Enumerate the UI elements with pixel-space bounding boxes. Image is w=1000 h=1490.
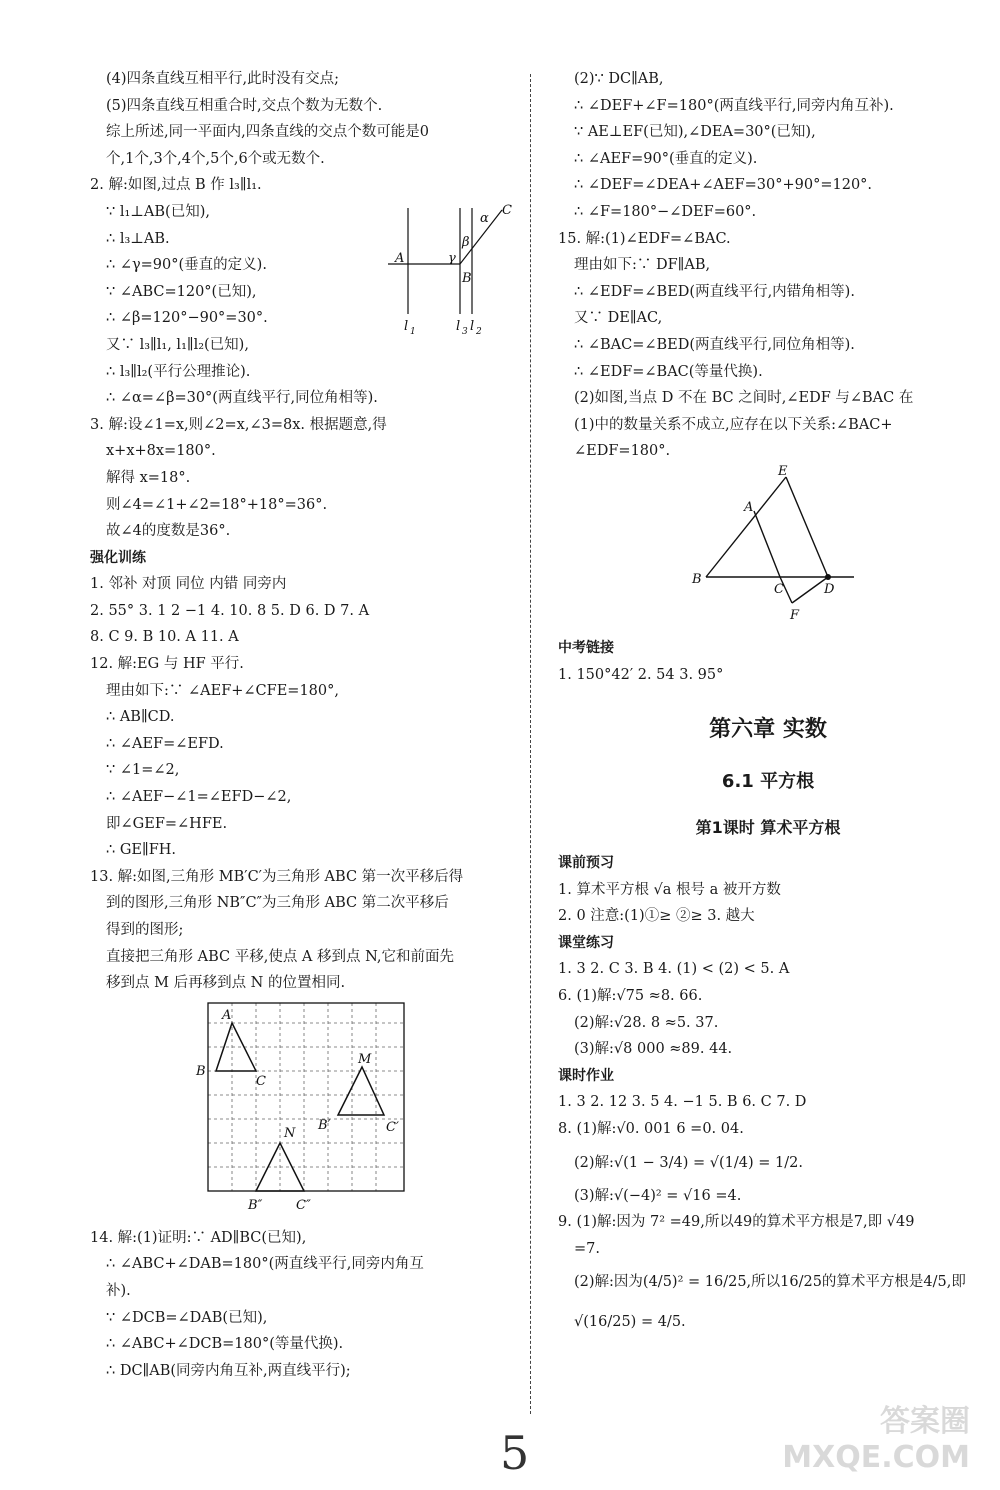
- text-line: x+x+8x=180°.: [106, 443, 216, 460]
- text-line: 理由如下:∵ DF∥AB,: [574, 257, 711, 274]
- svg-text:γ: γ: [448, 251, 456, 266]
- text-line: ∴ ∠ABC+∠DCB=180°(等量代换).: [106, 1336, 344, 1353]
- text-line: ∴ ∠γ=90°(垂直的定义).: [106, 257, 267, 274]
- column-divider: [530, 74, 531, 1414]
- text-line: 综上所述,同一平面内,四条直线的交点个数可能是0: [106, 124, 429, 141]
- figure-triangle-wrap: [558, 465, 978, 635]
- svg-text:A: A: [395, 251, 405, 266]
- svg-text:M: M: [358, 1051, 372, 1067]
- text-line: ∵ ∠DCB=∠DAB(已知),: [106, 1309, 268, 1326]
- svg-text:l: l: [404, 319, 409, 334]
- text-line: ∴ l₃∥l₂(平行公理推论).: [106, 363, 251, 380]
- text-line: 又∵ DE∥AC,: [574, 310, 663, 327]
- text-line: (2)∵ DC∥AB,: [574, 71, 664, 87]
- figure-grid-wrap: [90, 997, 510, 1225]
- svg-text:C: C: [774, 581, 784, 597]
- text-line: 故∠4的度数是36°.: [106, 523, 231, 540]
- left-text-block-2: [90, 1225, 510, 1385]
- svg-text:E: E: [778, 463, 788, 479]
- text-line: ∴ DC∥AB(同旁内角互补,两直线平行);: [106, 1362, 351, 1379]
- figure-parallel-lines: [382, 202, 522, 342]
- right-text-block-2: [558, 635, 978, 688]
- text-line: 2. 55° 3. 1 2 −1 4. 10. 8 5. D 6. D 7. A: [90, 602, 370, 619]
- text-line: =7.: [574, 1240, 600, 1257]
- text-line: 3. 解:设∠1=x,则∠2=x,∠3=8x. 根据题意,得: [90, 416, 387, 433]
- section-heading: 中考链接: [558, 639, 614, 656]
- svg-text:A: A: [222, 1007, 232, 1023]
- svg-text:1: 1: [410, 327, 416, 337]
- text-line: (2)如图,当点 D 不在 BC 之间时,∠EDF 与∠BAC 在: [574, 390, 914, 407]
- section-heading: 课堂练习: [558, 934, 614, 951]
- text-line: ∠EDF=180°.: [574, 443, 671, 460]
- svg-text:α: α: [480, 211, 489, 226]
- svg-text:A: A: [744, 499, 754, 515]
- text-line: ∵ ∠1=∠2,: [106, 762, 180, 779]
- svg-text:B″: B″: [248, 1197, 263, 1213]
- text-line: 1. 3 2. C 3. B 4. (1) < (2) < 5. A: [558, 961, 790, 978]
- text-line: 移到点 M 后再移到点 N 的位置相同.: [106, 975, 346, 992]
- text-line: ∴ AB∥CD.: [106, 709, 175, 726]
- text-line: (4)四条直线互相平行,此时没有交点;: [106, 71, 340, 87]
- svg-text:l: l: [456, 319, 461, 334]
- text-line: 理由如下:∵ ∠AEF+∠CFE=180°,: [106, 682, 339, 699]
- text-line: 补).: [106, 1282, 131, 1299]
- text-line: ∴ ∠EDF=∠BED(两直线平行,内错角相等).: [574, 283, 855, 300]
- section-heading: 强化训练: [90, 549, 146, 566]
- text-line: ∴ ∠BAC=∠BED(两直线平行,同位角相等).: [574, 336, 855, 353]
- text-line: 8. C 9. B 10. A 11. A: [90, 629, 239, 646]
- svg-text:B: B: [462, 271, 472, 286]
- text-line: ∴ ∠AEF−∠1=∠EFD−∠2,: [106, 789, 292, 806]
- text-line: 得到的图形;: [106, 922, 184, 938]
- text-line: 13. 解:如图,三角形 MB′C′为三角形 ABC 第一次平移后得: [90, 868, 464, 885]
- text-line: ∴ ∠DEF+∠F=180°(两直线平行,同旁内角互补).: [574, 97, 894, 114]
- text-line: 解得 x=18°.: [106, 469, 191, 486]
- text-line: ∵ AE⊥EF(已知),∠DEA=30°(已知),: [574, 124, 816, 141]
- text-line: 9. (1)解:因为 7² =49,所以49的算术平方根是7,即 √49: [558, 1214, 915, 1231]
- svg-text:B′: B′: [318, 1117, 331, 1133]
- text-line: ∴ ∠α=∠β=30°(两直线平行,同位角相等).: [106, 390, 378, 407]
- text-line: 个,1个,3个,4个,5个,6个或无数个.: [106, 150, 325, 167]
- text-line: 即∠GEF=∠HFE.: [106, 815, 228, 832]
- text-line: ∴ ∠ABC+∠DAB=180°(两直线平行,同旁内角互: [106, 1256, 424, 1273]
- text-line: 又∵ l₃∥l₁, l₁∥l₂(已知),: [106, 336, 249, 353]
- text-line: 15. 解:(1)∠EDF=∠BAC.: [558, 230, 731, 247]
- svg-text:C′: C′: [386, 1119, 399, 1135]
- text-line: ∴ GE∥FH.: [106, 842, 177, 859]
- section-heading: 课前预习: [558, 855, 614, 872]
- right-column: [558, 66, 978, 1342]
- figure-grid-translation: [196, 1003, 424, 1213]
- svg-text:B: B: [196, 1063, 206, 1079]
- text-line: 1. 算术平方根 √a 根号 a 被开方数: [558, 881, 781, 898]
- text-line: 2. 解:如图,过点 B 作 l₃∥l₁.: [90, 177, 262, 194]
- right-text-block: [558, 66, 978, 465]
- text-line: ∴ ∠F=180°−∠DEF=60°.: [574, 203, 757, 220]
- text-line: 直接把三角形 ABC 平移,使点 A 移到点 N,它和前面先: [106, 948, 454, 965]
- text-line: √(16/25) = 4/5.: [574, 1314, 686, 1331]
- text-line: 2. 0 注意:(1)①≥ ②≥ 3. 越大: [558, 908, 755, 925]
- text-line: 1. 150°42′ 2. 54 3. 95°: [558, 666, 724, 683]
- svg-text:N: N: [284, 1125, 296, 1141]
- text-line: ∴ ∠DEF=∠DEA+∠AEF=30°+90°=120°.: [574, 177, 873, 194]
- left-column: [90, 66, 510, 1384]
- page-number: 5: [500, 1426, 530, 1480]
- svg-text:C″: C″: [296, 1197, 311, 1213]
- svg-text:β: β: [462, 235, 470, 250]
- svg-text:D: D: [824, 581, 835, 597]
- svg-text:F: F: [790, 607, 800, 623]
- text-line: ∴ l₃⊥AB.: [106, 230, 170, 247]
- text-line: (2)解:√(1 − 3/4) = √(1/4) = 1/2.: [574, 1154, 803, 1171]
- text-line: (2)解:√28. 8 ≈5. 37.: [574, 1014, 719, 1031]
- text-line: ∵ l₁⊥AB(已知),: [106, 203, 210, 220]
- svg-text:3: 3: [462, 327, 468, 337]
- text-line: (2)解:因为(4/5)² = 16/25,所以16/25的算术平方根是4/5,即: [574, 1274, 966, 1291]
- text-line: ∴ ∠AEF=∠EFD.: [106, 735, 224, 752]
- svg-text:l: l: [470, 319, 475, 334]
- watermark-logo: 答案圈 MXQE.COM: [782, 1404, 970, 1475]
- svg-text:C: C: [502, 203, 512, 218]
- text-line: 1. 邻补 对顶 同位 内错 同旁内: [90, 576, 287, 593]
- right-text-block-3: [558, 850, 978, 1143]
- text-line: 14. 解:(1)证明:∵ AD∥BC(已知),: [90, 1229, 307, 1246]
- text-line: ∴ ∠AEF=90°(垂直的定义).: [574, 150, 758, 167]
- text-line: 12. 解:EG 与 HF 平行.: [90, 656, 244, 673]
- lesson-title: 第1课时 算术平方根: [695, 818, 841, 838]
- text-line: (3)解:√(−4)² = √16 =4.: [574, 1187, 742, 1204]
- text-line: ∴ ∠EDF=∠BAC(等量代换).: [574, 363, 763, 380]
- section-title: 6.1 平方根: [721, 771, 815, 793]
- right-text-block-4: [558, 1143, 978, 1343]
- text-line: (1)中的数量关系不成立,应存在以下关系:∠BAC+: [574, 416, 893, 433]
- text-line: ∵ ∠ABC=120°(已知),: [106, 283, 257, 300]
- svg-text:2: 2: [476, 327, 482, 337]
- section-heading: 课时作业: [558, 1067, 614, 1084]
- svg-text:B: B: [692, 571, 702, 587]
- text-line: 到的图形,三角形 NB″C″为三角形 ABC 第二次平移后: [106, 895, 449, 912]
- text-line: 1. 3 2. 12 3. 5 4. −1 5. B 6. C 7. D: [558, 1094, 807, 1111]
- chapter-title: 第六章 实数: [709, 717, 827, 743]
- text-line: (5)四条直线互相重合时,交点个数为无数个.: [106, 97, 383, 114]
- text-line: 6. (1)解:√75 ≈8. 66.: [558, 988, 703, 1005]
- text-line: (3)解:√8 000 ≈89. 44.: [574, 1041, 733, 1058]
- figure-triangle-parallel: [684, 463, 874, 631]
- text-line: 则∠4=∠1+∠2=18°+18°=36°.: [106, 496, 328, 513]
- text-line: 8. (1)解:√0. 001 6 =0. 04.: [558, 1121, 744, 1138]
- text-line: ∴ ∠β=120°−90°=30°.: [106, 310, 268, 327]
- svg-text:C: C: [256, 1073, 266, 1089]
